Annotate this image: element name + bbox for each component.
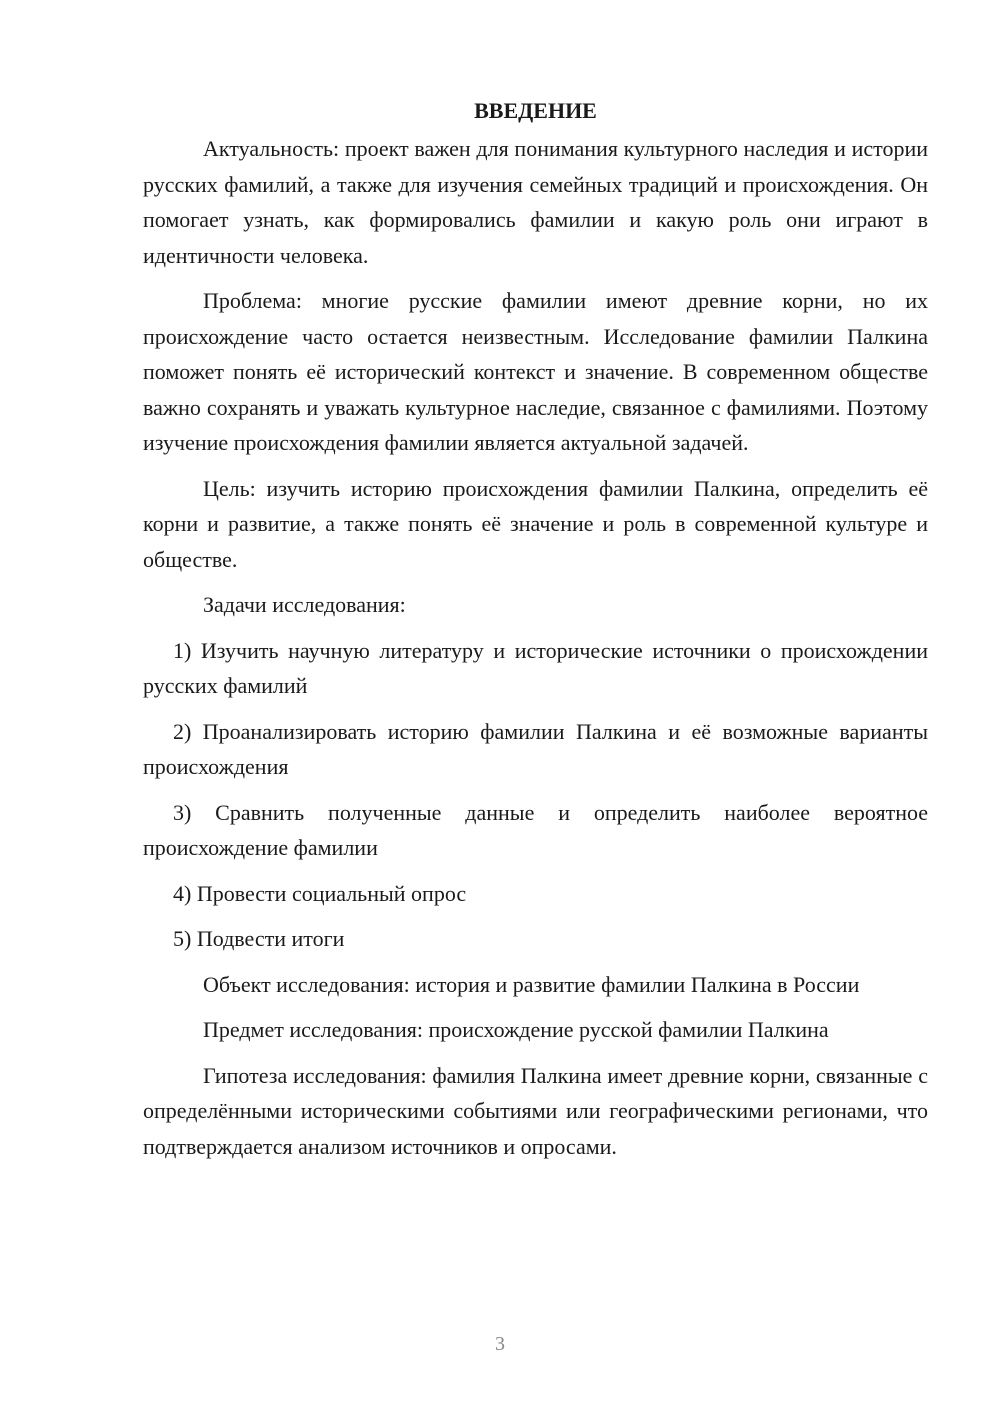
paragraph-hypothesis: Гипотеза исследования: фамилия Палкина имеет древние корни, связанные с определёнными историческими событиями или географическими регионами, что подтверждается анализом источников и опросами. xyxy=(143,1062,928,1159)
tasks-heading: Задачи исследования: xyxy=(203,592,406,617)
task-item-4: 4) Провести социальный опрос xyxy=(173,880,467,906)
task-item-2: 2) Проанализировать историю фамилии Палкина и её возможные варианты происхождения xyxy=(143,718,928,779)
paragraph-problem: Проблема: многие русские фамилии имеют древние корни, но их происхождение часто остается неизвестным. Исследование фамилии Палкина поможет понять её исторический контекст и значение. В современном обществе важно сохранять и уважать культурное наследие, связанное с фамилиями. Поэтому изучение происхождения фамилии является актуальной задачей. xyxy=(143,288,928,455)
paragraph-object: Объект исследования: история и развитие фамилии Палкина в России xyxy=(203,971,860,997)
paragraph-subject: Предмет исследования: происхождение русской фамилии Палкина xyxy=(203,1017,829,1042)
document-page xyxy=(143,95,928,1174)
section-title: ВВЕДЕНИЕ xyxy=(474,98,597,123)
task-item-5: 5) Подвести итоги xyxy=(173,926,345,951)
task-item-3: 3) Сравнить полученные данные и определить наиболее вероятное происхождение фамилии xyxy=(143,799,928,860)
page-number: 3 xyxy=(495,1333,505,1355)
task-item-1: 1) Изучить научную литературу и исторические источники о происхождении русских фамилий xyxy=(143,637,928,698)
paragraph-relevance: Актуальность: проект важен для понимания культурного наследия и истории русских фамилий, а также для изучения семейных традиций и происхождения. Он помогает узнать, как формировались фамилии и какую роль они играют в идентичности человека. xyxy=(143,136,928,268)
paragraph-goal: Цель: изучить историю происхождения фамилии Палкина, определить её корни и развитие, а также понять её значение и роль в современной культуре и обществе. xyxy=(143,475,928,572)
